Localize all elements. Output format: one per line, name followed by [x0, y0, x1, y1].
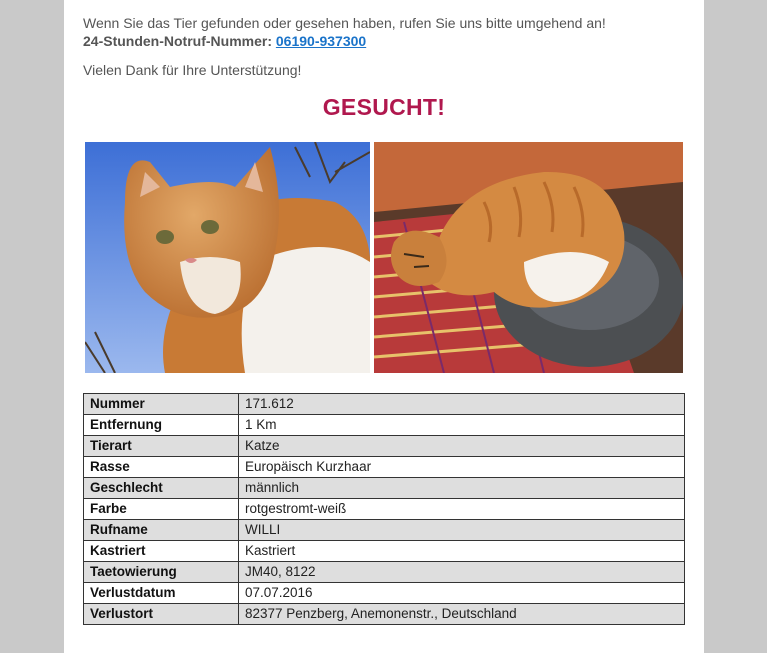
row-label: Verlustort [84, 604, 239, 625]
row-label: Entfernung [84, 415, 239, 436]
intro-text [83, 14, 683, 50]
table-row [84, 478, 685, 499]
row-value: männlich [239, 478, 685, 499]
row-value: Europäisch Kurzhaar [239, 457, 685, 478]
cat-portrait-photo [85, 142, 370, 373]
row-value: 07.07.2016 [239, 583, 685, 604]
table-row [84, 541, 685, 562]
row-label: Tierart [84, 436, 239, 457]
table-row [84, 436, 685, 457]
table-row [84, 562, 685, 583]
hotline-link[interactable]: 06190-937300 [275, 33, 367, 49]
hotline-line [83, 32, 683, 50]
row-value: Kastriert [239, 541, 685, 562]
row-value: rotgestromt-weiß [239, 499, 685, 520]
row-label: Kastriert [84, 541, 239, 562]
row-value: JM40, 8122 [239, 562, 685, 583]
row-value: 1 Km [239, 415, 685, 436]
row-value: Katze [239, 436, 685, 457]
row-label: Verlustdatum [84, 583, 239, 604]
table-row [84, 604, 685, 625]
table-row [84, 415, 685, 436]
table-row [84, 394, 685, 415]
hotline-label: 24-Stunden-Notruf-Nummer: [83, 33, 272, 49]
row-value: 82377 Penzberg, Anemonenstr., Deutschland [239, 604, 685, 625]
cat-sleeping-photo [374, 142, 683, 373]
row-label: Farbe [84, 499, 239, 520]
row-label: Rufname [84, 520, 239, 541]
table-row [84, 499, 685, 520]
intro-line: Wenn Sie das Tier gefunden oder gesehen haben, rufen Sie uns bitte umgehend an! [83, 15, 606, 31]
row-label: Taetowierung [84, 562, 239, 583]
page-content [64, 0, 704, 653]
table-row [84, 583, 685, 604]
row-value: WILLI [239, 520, 685, 541]
row-label: Rasse [84, 457, 239, 478]
page-title: GESUCHT! [322, 94, 446, 120]
table-row [84, 457, 685, 478]
row-value: 171.612 [239, 394, 685, 415]
table-row [84, 520, 685, 541]
row-label: Nummer [84, 394, 239, 415]
thanks-text: Vielen Dank für Ihre Unterstützung! [83, 62, 302, 78]
row-label: Geschlecht [84, 478, 239, 499]
animal-info-table [83, 393, 685, 625]
